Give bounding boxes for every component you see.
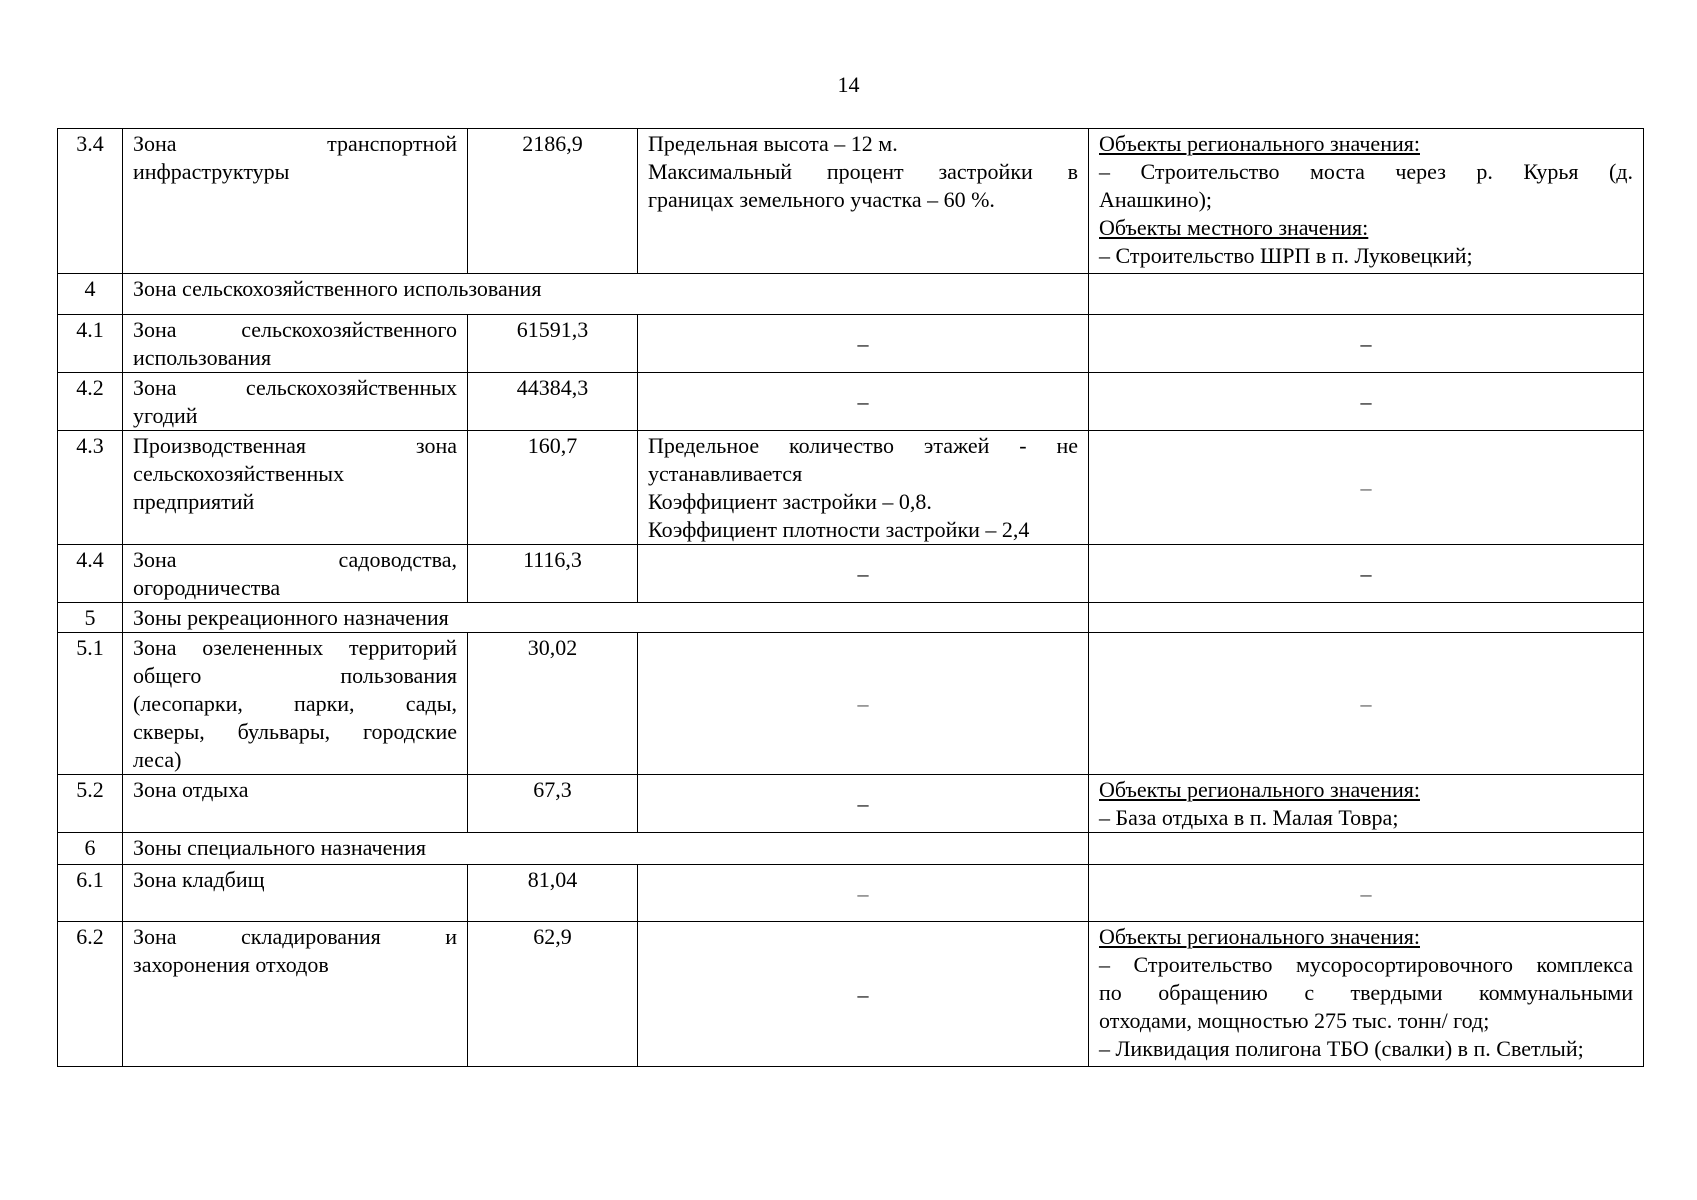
zone-parameters: – <box>638 545 1089 603</box>
table-row <box>58 431 1644 545</box>
zone-objects: – <box>1089 373 1644 431</box>
zone-parameters: – <box>638 865 1089 922</box>
zone-parameters: – <box>638 315 1089 373</box>
objects-heading: Объекты регионального значения: <box>1099 924 1420 949</box>
section-title: Зоны специального назначения <box>123 833 1089 865</box>
objects-heading: Объекты регионального значения: <box>1099 777 1420 802</box>
row-number: 5.1 <box>58 633 123 775</box>
row-number: 4 <box>58 274 123 315</box>
zone-parameters: Предельное количество этажей - не устанавливается Коэффициент застройки – 0,8. Коэффициент плотности застройки – 2,4 <box>638 431 1089 545</box>
zone-parameters: Предельная высота – 12 м. Максимальный процент застройки в границах земельного участка – 60 %. <box>638 129 1089 274</box>
table-row <box>58 633 1644 775</box>
zone-objects: – <box>1089 315 1644 373</box>
zones-table <box>57 128 1644 1067</box>
zone-area: 81,04 <box>468 865 638 922</box>
zone-area: 1116,3 <box>468 545 638 603</box>
row-number: 4.1 <box>58 315 123 373</box>
table-row <box>58 545 1644 603</box>
zone-objects: – <box>1089 865 1644 922</box>
table-row <box>58 373 1644 431</box>
section-title: Зона сельскохозяйственного использования <box>123 274 1089 315</box>
zone-objects: Объекты регионального значения: – База отдыха в п. Малая Товра; <box>1089 775 1644 833</box>
zone-name: Зона отдыха <box>123 775 468 833</box>
table-row <box>58 922 1644 1067</box>
empty-cell <box>1089 603 1644 633</box>
zone-objects: – <box>1089 633 1644 775</box>
row-number: 5.2 <box>58 775 123 833</box>
zone-objects: Объекты регионального значения: – Строительство мусоросортировочного комплекса по обращению с твердыми коммунальными отходами, мощностью 275 тыс. тонн/ год; – Ликвидация полигона ТБО (свалки) в п. Светлый; <box>1089 922 1644 1067</box>
row-number: 6 <box>58 833 123 865</box>
zone-area: 2186,9 <box>468 129 638 274</box>
section-title: Зоны рекреационного назначения <box>123 603 1089 633</box>
zone-area: 160,7 <box>468 431 638 545</box>
table-row <box>58 865 1644 922</box>
row-number: 6.2 <box>58 922 123 1067</box>
table-row <box>58 315 1644 373</box>
zone-parameters: – <box>638 373 1089 431</box>
empty-cell <box>1089 833 1644 865</box>
zone-objects: – <box>1089 431 1644 545</box>
objects-heading: Объекты местного значения: <box>1099 215 1369 240</box>
zone-parameters: – <box>638 922 1089 1067</box>
zone-name: Зона озелененных территорий общего пользования (лесопарки, парки, сады, скверы, бульвары, городские леса) <box>123 633 468 775</box>
row-number: 5 <box>58 603 123 633</box>
zone-name: Зона сельскохозяйственных угодий <box>123 373 468 431</box>
section-row <box>58 833 1644 865</box>
zone-area: 62,9 <box>468 922 638 1067</box>
zone-area: 30,02 <box>468 633 638 775</box>
zone-objects: – <box>1089 545 1644 603</box>
page-number: 14 <box>837 72 860 97</box>
table-row <box>58 775 1644 833</box>
zone-name: Зона сельскохозяйственного использования <box>123 315 468 373</box>
zone-name: Зона кладбищ <box>123 865 468 922</box>
row-number: 4.2 <box>58 373 123 431</box>
objects-heading: Объекты регионального значения: <box>1099 131 1420 156</box>
row-number: 6.1 <box>58 865 123 922</box>
zone-objects: Объекты регионального значения: – Строительство моста через р. Курья (д. Анашкино); Объекты местного значения: – Строительство ШРП в п. Луковецкий; <box>1089 129 1644 274</box>
zone-area: 44384,3 <box>468 373 638 431</box>
zone-name: Зона садоводства, огородничества <box>123 545 468 603</box>
zone-area: 67,3 <box>468 775 638 833</box>
row-number: 4.3 <box>58 431 123 545</box>
zone-name: Зона складирования и захоронения отходов <box>123 922 468 1067</box>
zone-parameters: – <box>638 775 1089 833</box>
row-number: 3.4 <box>58 129 123 274</box>
zone-area: 61591,3 <box>468 315 638 373</box>
zone-parameters: – <box>638 633 1089 775</box>
section-row <box>58 274 1644 315</box>
table-row <box>58 129 1644 274</box>
empty-cell <box>1089 274 1644 315</box>
zone-name: Производственная зона сельскохозяйственных предприятий <box>123 431 468 545</box>
zone-name: Зона транспортной инфраструктуры <box>123 129 468 274</box>
section-row <box>58 603 1644 633</box>
row-number: 4.4 <box>58 545 123 603</box>
